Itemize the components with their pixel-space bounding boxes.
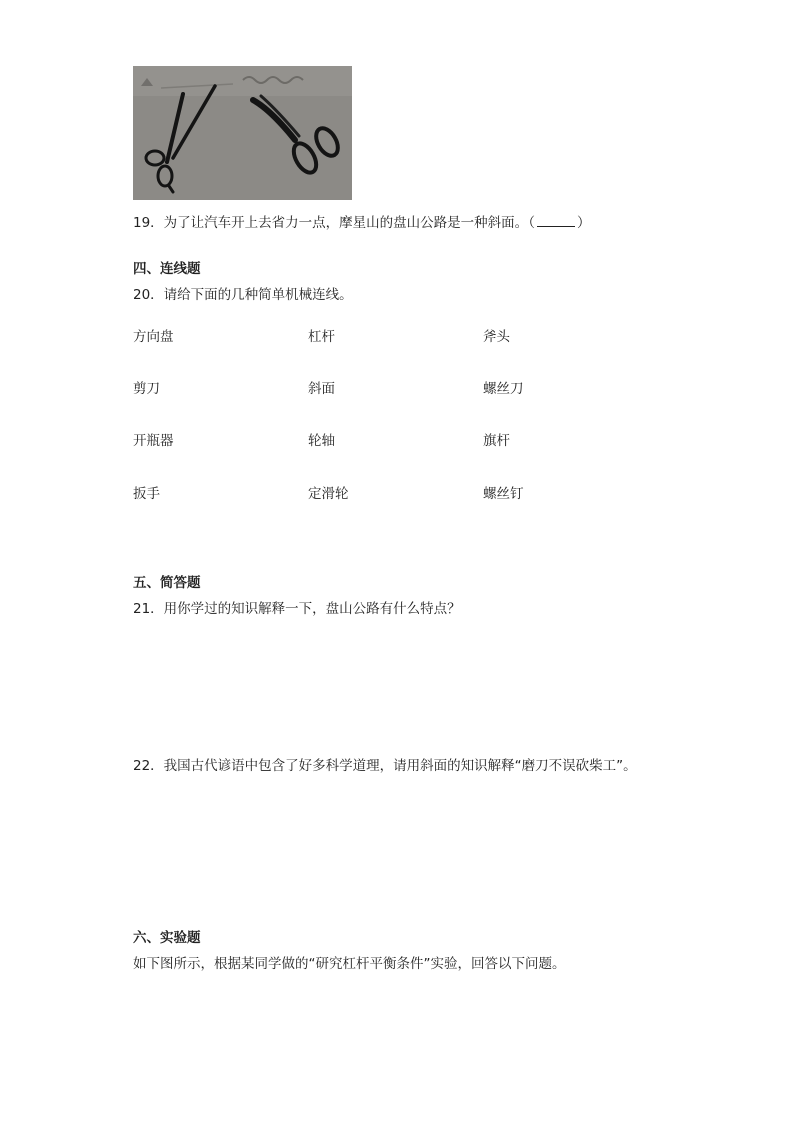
- question-22-text: 22．我国古代谚语中包含了好多科学道理，请用斜面的知识解释“磨刀不误砍柴工”。: [133, 758, 637, 774]
- close-paren: ）: [576, 215, 591, 231]
- col1-item[interactable]: 方向盘: [133, 329, 174, 345]
- col3-item[interactable]: 旗杆: [483, 433, 510, 449]
- question-21-text: 21．用你学过的知识解释一下，盘山公路有什么特点？: [133, 601, 461, 617]
- scissors-photo: [133, 66, 352, 200]
- open-paren: （: [528, 215, 535, 231]
- col3-item[interactable]: 斧头: [483, 329, 510, 345]
- question-20-text: 20．请给下面的几种简单机械连线。: [133, 287, 353, 303]
- col2-item[interactable]: 斜面: [308, 381, 335, 397]
- answer-blank[interactable]: [537, 214, 575, 227]
- col3-item[interactable]: 螺丝刀: [483, 381, 524, 397]
- question-19: [133, 214, 590, 231]
- col3-item[interactable]: 螺丝钉: [483, 486, 524, 502]
- section-5-heading: 五、简答题: [133, 575, 201, 591]
- section-4-heading: 四、连线题: [133, 261, 201, 277]
- question-23-intro: 如下图所示，根据某同学做的“研究杠杆平衡条件”实验，回答以下问题。: [133, 956, 566, 972]
- col2-item[interactable]: 定滑轮: [308, 486, 349, 502]
- col1-item[interactable]: 扳手: [133, 486, 160, 502]
- question-19-text: 19．为了让汽车开上去省力一点，摩星山的盘山公路是一种斜面。: [133, 215, 529, 231]
- col2-item[interactable]: 轮轴: [308, 433, 335, 449]
- col2-item[interactable]: 杠杆: [308, 329, 335, 345]
- section-6-heading: 六、实验题: [133, 930, 201, 946]
- col1-item[interactable]: 开瓶器: [133, 433, 174, 449]
- col1-item[interactable]: 剪刀: [133, 381, 160, 397]
